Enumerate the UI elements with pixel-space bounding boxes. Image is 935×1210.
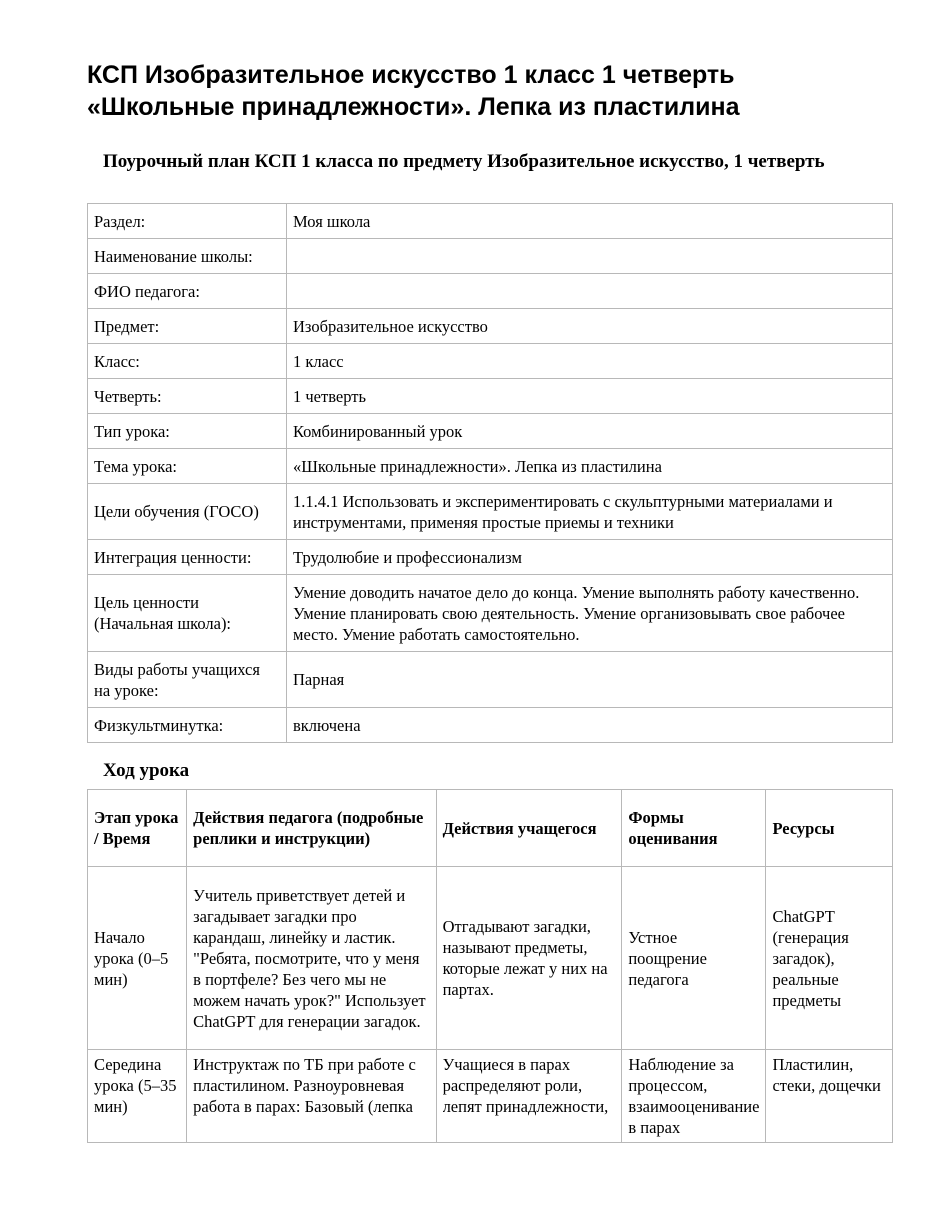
row-label: Интеграция ценности: — [88, 540, 287, 575]
resources-cell — [766, 1050, 893, 1143]
row-value — [287, 274, 893, 309]
column-header-stage: Этап урока / Время — [88, 790, 187, 867]
row-value — [287, 239, 893, 274]
row-label: Наименование школы: — [88, 239, 287, 274]
document-title — [87, 59, 867, 123]
table-row — [88, 652, 893, 708]
row-value: «Школьные принадлежности». Лепка из пластилина — [287, 449, 893, 484]
table-row — [88, 540, 893, 575]
resources-cell: ChatGPT (генерация загадок), реальные предметы — [766, 867, 893, 1050]
row-label: Раздел: — [88, 204, 287, 239]
student-actions-cell: Отгадывают загадки, называют предметы, которые лежат у них на партах. — [436, 867, 622, 1050]
plan-heading: Поурочный план КСП 1 класса по предмету Изобразительное искусство, 1 четверть — [103, 151, 825, 172]
lesson-flow-table — [87, 789, 893, 1143]
row-value: 1 класс — [287, 344, 893, 379]
assessment-text: Наблюдение за процессом, взаимооценивание в парах — [628, 1055, 760, 1137]
document-title-line1: КСП Изобразительное искусство 1 класс 1 четверть — [87, 61, 735, 89]
teacher-actions-text: Инструктаж по ТБ при работе с пластилином. Разноуровневая работа в парах: Базовый (лепка — [193, 1055, 416, 1116]
row-value: 1 четверть — [287, 379, 893, 414]
table-row — [88, 239, 893, 274]
row-value: Изобразительное искусство — [287, 309, 893, 344]
table-row — [88, 484, 893, 540]
row-label: ФИО педагога: — [88, 274, 287, 309]
lesson-flow-heading: Ход урока — [103, 760, 190, 781]
teacher-actions-cell: Учитель приветствует детей и загадывает загадки про карандаш, линейку и ластик. "Ребята, посмотрите, что у меня в портфеле? Без чего мы не можем начать урок?" Использует ChatGPT для генерации загадок. — [187, 867, 436, 1050]
table-row — [88, 344, 893, 379]
column-header-student: Действия учащегося — [436, 790, 622, 867]
table-header-row — [88, 790, 893, 867]
row-label: Предмет: — [88, 309, 287, 344]
table-row — [88, 309, 893, 344]
row-value: Комбинированный урок — [287, 414, 893, 449]
column-header-resources: Ресурсы — [766, 790, 893, 867]
row-value: Трудолюбие и профессионализм — [287, 540, 893, 575]
table-row — [88, 708, 893, 743]
table-row — [88, 414, 893, 449]
table-row — [88, 867, 893, 1050]
table-row — [88, 204, 893, 239]
table-row — [88, 575, 893, 652]
student-actions-text: Учащиеся в парах распределяют роли, лепят принадлежности, — [442, 1055, 609, 1116]
student-actions-cell — [436, 1050, 622, 1143]
row-value: Умение доводить начатое дело до конца. Умение выполнять работу качественно. Умение планировать свою деятельность. Умение организовывать свое рабочее место. Умение работать самостоятельно. — [287, 575, 893, 652]
row-label: Физкультминутка: — [88, 708, 287, 743]
row-value: Парная — [287, 652, 893, 708]
plan-info-table — [87, 203, 893, 743]
table-row — [88, 379, 893, 414]
document-title-line2: «Школьные принадлежности». Лепка из пластилина — [87, 93, 740, 121]
column-header-teacher: Действия педагога (подробные реплики и инструкции) — [187, 790, 436, 867]
row-label: Цели обучения (ГОСО) — [88, 484, 287, 540]
table-row — [88, 274, 893, 309]
row-value: 1.1.4.1 Использовать и экспериментировать с скульптурными материалами и инструментами, применяя простые приемы и техники — [287, 484, 893, 540]
stage-cell: Начало урока (0–5 мин) — [88, 867, 187, 1050]
table-row — [88, 1050, 893, 1143]
row-label: Тип урока: — [88, 414, 287, 449]
table-row — [88, 449, 893, 484]
column-header-assessment: Формы оценивания — [622, 790, 766, 867]
stage-text: Середина урока (5–35 мин) — [94, 1055, 177, 1116]
row-label: Тема урока: — [88, 449, 287, 484]
row-value: включена — [287, 708, 893, 743]
stage-cell — [88, 1050, 187, 1143]
row-label: Класс: — [88, 344, 287, 379]
assessment-cell: Устное поощрение педагога — [622, 867, 766, 1050]
row-label: Четверть: — [88, 379, 287, 414]
row-label: Цель ценности (Начальная школа): — [88, 575, 287, 652]
resources-text: Пластилин, стеки, дощечки — [772, 1055, 881, 1095]
row-value: Моя школа — [287, 204, 893, 239]
teacher-actions-cell — [187, 1050, 436, 1143]
assessment-cell — [622, 1050, 766, 1143]
row-label: Виды работы учащихся на уроке: — [88, 652, 287, 708]
